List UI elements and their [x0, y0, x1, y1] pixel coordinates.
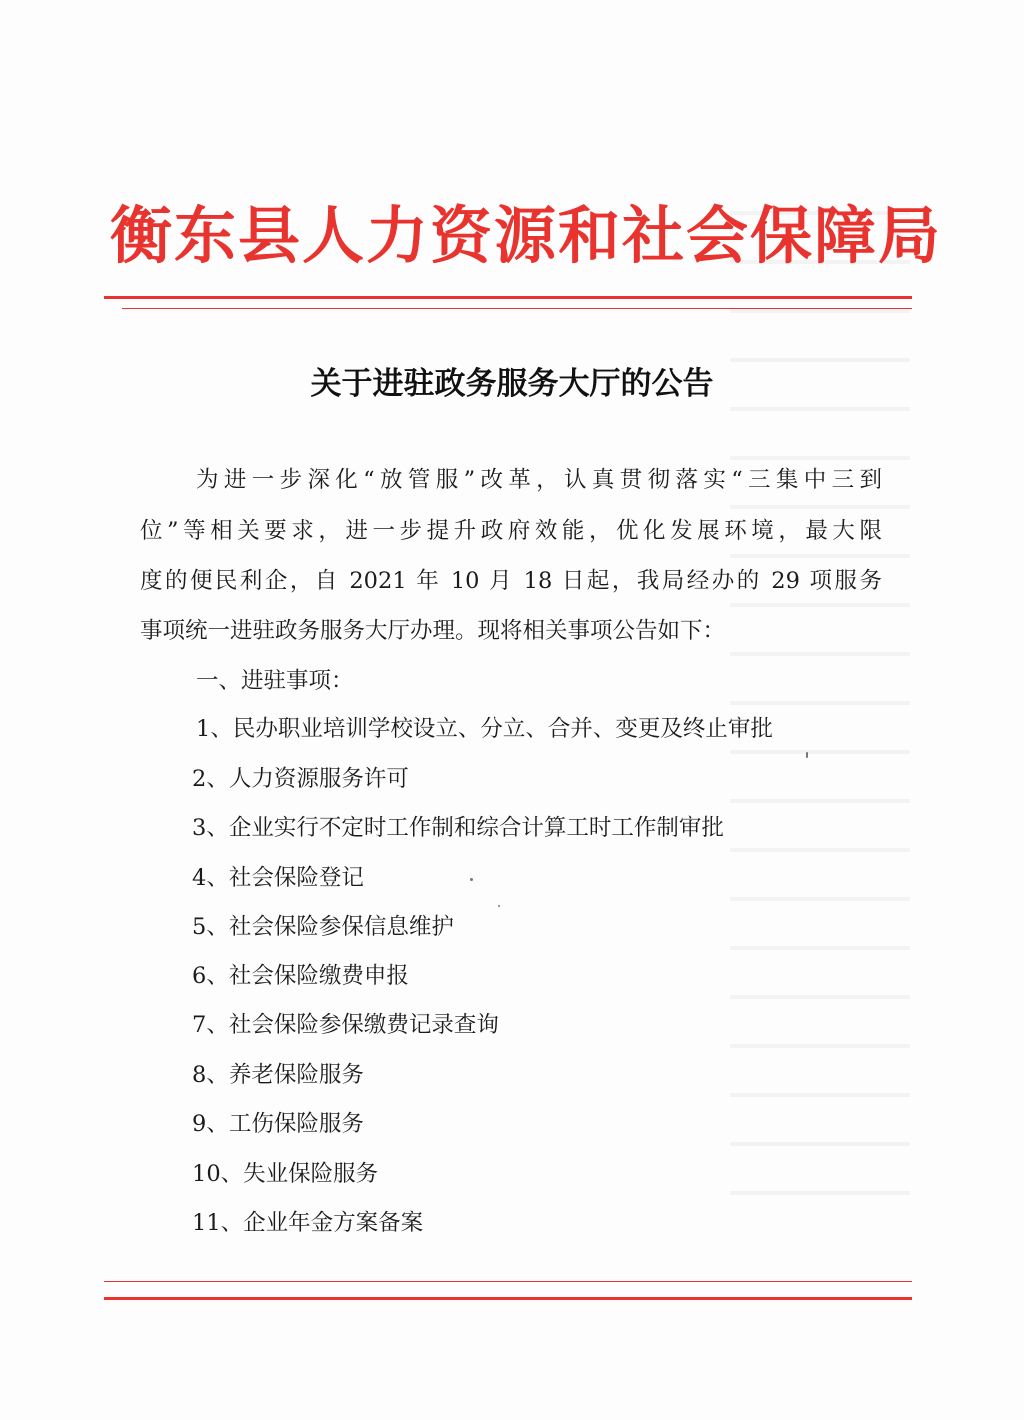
scan-speck	[498, 905, 500, 907]
list-item: 10、失业保险服务	[192, 1161, 379, 1187]
header-red-rule-thick	[104, 296, 912, 299]
scan-speck	[470, 878, 473, 881]
list-item: 6、社会保险缴费申报	[192, 963, 409, 989]
list-item: 1、民办职业培训学校设立、分立、合并、变更及终止审批	[196, 716, 773, 742]
intro-line-1: 为进一步深化“放管服”改革，认真贯彻落实“三集中三到	[196, 467, 882, 493]
list-item: 11、企业年金方案备案	[192, 1210, 424, 1236]
list-item: 5、社会保险参保信息维护	[192, 914, 454, 940]
list-item: 2、人力资源服务许可	[192, 766, 409, 792]
list-item: 8、养老保险服务	[192, 1062, 364, 1088]
intro-line-2: 位”等相关要求，进一步提升政府效能，优化发展环境，最大限	[140, 518, 882, 544]
scan-speck	[806, 752, 808, 758]
header-red-rule-thin	[122, 308, 912, 309]
footer-red-rule-thick	[104, 1297, 912, 1300]
list-item: 7、社会保险参保缴费记录查询	[192, 1012, 499, 1038]
footer-red-rule-thin	[104, 1281, 912, 1282]
list-item: 4、社会保险登记	[192, 865, 364, 891]
list-item: 3、企业实行不定时工作制和综合计算工时工作制审批	[192, 815, 724, 841]
notice-title: 关于进驻政务服务大厅的公告	[310, 366, 714, 402]
list-item: 9、工伤保险服务	[192, 1111, 364, 1137]
letterhead-org-name: 衡东县人力资源和社会保障局	[110, 199, 943, 272]
bleed-through-shadow	[730, 175, 910, 1235]
intro-line-4: 事项统一进驻政务服务大厅办理。现将相关事项公告如下：	[140, 618, 726, 644]
section-heading: 一、进驻事项：	[196, 668, 354, 694]
intro-line-3: 度的便民利企，自 2021 年 10 月 18 日起，我局经办的 29 项服务	[140, 568, 882, 594]
